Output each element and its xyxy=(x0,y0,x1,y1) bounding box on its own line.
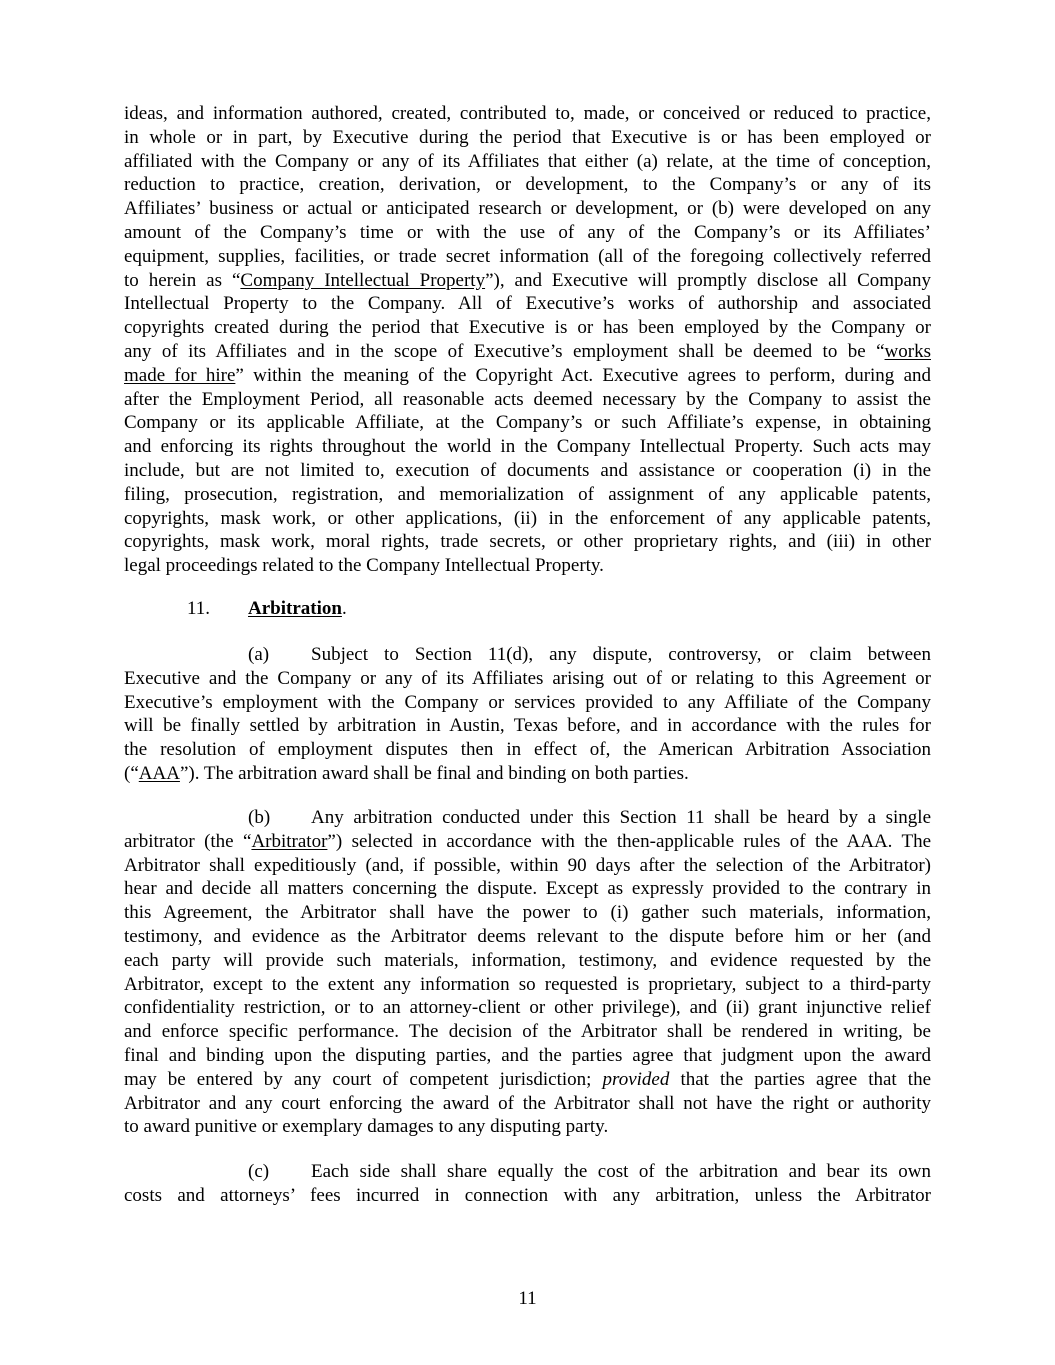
text-line: filing, prosecution, registration, and memorialization of assignment of any applicable patents, xyxy=(124,483,931,505)
text-line xyxy=(124,830,931,854)
paragraph-ip-continuation xyxy=(124,102,931,578)
text-line: after the Employment Period, all reasonable acts deemed necessary by the Company to assist the xyxy=(124,388,931,410)
text-line: hear and decide all matters concerning the dispute. Except as expressly provided to the contrary in xyxy=(124,878,931,900)
defined-term-made-for-hire: made for hire xyxy=(124,364,236,386)
text-line: ideas, and information authored, created, contributed to, made, or conceived or reduced to practice, xyxy=(124,103,931,124)
text-line: each party will provide such materials, information, testimony, and evidence requested by the xyxy=(124,949,931,971)
text-line: copyrights, mask work, or other applications, (ii) in the enforcement of any applicable patents, xyxy=(124,507,931,529)
text-line xyxy=(124,269,931,293)
text-line: and enforce specific performance. The decision of the Arbitrator shall be rendered in writing, be xyxy=(124,1021,931,1043)
text-line: Executive and the Company or any of its Affiliates arising out of or relating to this Agreement or xyxy=(124,667,931,689)
defined-term-company-ip: Company Intellectual Property xyxy=(240,269,486,291)
text-line: this Agreement, the Arbitrator shall have the power to (i) gather such materials, information, xyxy=(124,902,931,924)
text-run: ” within the meaning of the Copyright Act. Executive agrees to perform, during and xyxy=(235,364,931,386)
italic-term-provided: provided xyxy=(602,1068,670,1090)
text-line xyxy=(124,364,931,388)
text-line xyxy=(124,762,931,786)
text-line: affiliated with the Company or any of its Affiliates that either (a) relate, at the time of conception, xyxy=(124,150,931,172)
text-line: include, but are not limited to, execution of documents and assistance or cooperation (i) in the xyxy=(124,459,931,481)
clause-label: (b) xyxy=(248,807,271,828)
text-line: will be finally settled by arbitration in Austin, Texas before, and in accordance with the rules for xyxy=(124,715,931,737)
defined-term-works: works xyxy=(884,340,931,362)
clause-label: (a) xyxy=(248,644,270,665)
text-line: the resolution of employment disputes then in effect of, the American Arbitration Association xyxy=(124,739,931,761)
text-line: Intellectual Property to the Company. All of Executive’s works of authorship and associated xyxy=(124,293,931,315)
text-line: copyrights created during the period that Executive is or has been employed by the Company or xyxy=(124,317,931,339)
text-run: ”), and Executive will promptly disclose all Company xyxy=(485,269,931,291)
text-line: Company or its applicable Affiliate, at the Company’s or such Affiliate’s expense, in obtaining xyxy=(124,412,931,434)
text-line: Executive’s employment with the Company or services provided to any Affiliate of the Company xyxy=(124,691,931,713)
text-run: any of its Affiliates and in the scope of Executive’s employment shall be deemed to be “ xyxy=(124,340,885,362)
text-run: Subject to Section 11(d), any dispute, controversy, or claim between xyxy=(311,644,931,665)
text-line: equipment, supplies, facilities, or trade secret information (all of the foregoing collectively referred xyxy=(124,245,931,267)
text-line: Arbitrator, except to the extent any information so requested is proprietary, subject to a third-party xyxy=(124,973,931,995)
text-line: testimony, and evidence as the Arbitrator deems relevant to the dispute before him or her (and xyxy=(124,925,931,947)
section-title: Arbitration xyxy=(248,598,342,619)
text-run: ”). The arbitration award shall be final and binding on both parties. xyxy=(179,762,689,784)
text-line: copyrights, mask work, moral rights, trade secrets, or other proprietary rights, and (iii) in other xyxy=(124,531,931,553)
text-run: to herein as “ xyxy=(124,269,241,291)
text-line: and enforcing its rights throughout the world in the Company Intellectual Property. Such acts may xyxy=(124,436,931,458)
text-line: Arbitrator and any court enforcing the award of the Arbitrator shall not have the right or authority xyxy=(124,1092,931,1114)
text-run: Each side shall share equally the cost of the arbitration and bear its own xyxy=(311,1161,931,1182)
text-line: amount of the Company’s time or with the use of any of the Company’s or its Affiliates’ xyxy=(124,221,931,243)
paragraph-a xyxy=(124,643,931,786)
text-line: confidentiality restriction, or to an attorney-client or other privilege), and (ii) grant injunctive relief xyxy=(124,997,931,1019)
text-run: arbitrator (the “ xyxy=(124,830,252,852)
paragraph-c xyxy=(124,1160,931,1208)
text-run: ”) selected in accordance with the then-applicable rules of the AAA. The xyxy=(327,830,931,852)
text-line xyxy=(124,1160,931,1184)
text-line: reduction to practice, creation, derivation, or development, to the Company’s or any of its xyxy=(124,174,931,196)
defined-term-arbitrator: Arbitrator xyxy=(251,830,328,852)
defined-term-aaa: AAA xyxy=(138,762,180,784)
text-line: legal proceedings related to the Company Intellectual Property. xyxy=(124,555,604,577)
text-run: that the parties agree that the xyxy=(680,1068,931,1090)
section-title-period: . xyxy=(341,598,347,619)
page-number: 11 xyxy=(518,1288,537,1309)
clause-label: (c) xyxy=(248,1161,270,1182)
text-line xyxy=(124,1068,931,1092)
section-heading xyxy=(187,597,347,621)
text-line: costs and attorneys’ fees incurred in connection with any arbitration, unless the Arbitrator xyxy=(124,1184,931,1206)
text-line xyxy=(124,806,931,830)
text-line xyxy=(124,643,931,667)
text-line: to award punitive or exemplary damages to any disputing party. xyxy=(124,1116,609,1138)
text-line: in whole or in part, by Executive during the period that Executive is or has been employed or xyxy=(124,126,931,148)
text-line: Arbitrator shall expeditiously (and, if possible, within 90 days after the selection of the Arbitrator) xyxy=(124,854,931,876)
text-line xyxy=(124,340,931,364)
text-line: final and binding upon the disputing parties, and the parties agree that judgment upon the award xyxy=(124,1044,931,1066)
text-run: may be entered by any court of competent jurisdiction; xyxy=(124,1068,592,1090)
text-run: (“ xyxy=(124,762,139,784)
text-run: Any arbitration conducted under this Section 11 shall be heard by a single xyxy=(311,807,931,828)
paragraph-b xyxy=(124,806,931,1139)
text-line: Affiliates’ business or actual or anticipated research or development, or (b) were developed on any xyxy=(124,198,931,220)
section-number: 11. xyxy=(187,598,211,619)
